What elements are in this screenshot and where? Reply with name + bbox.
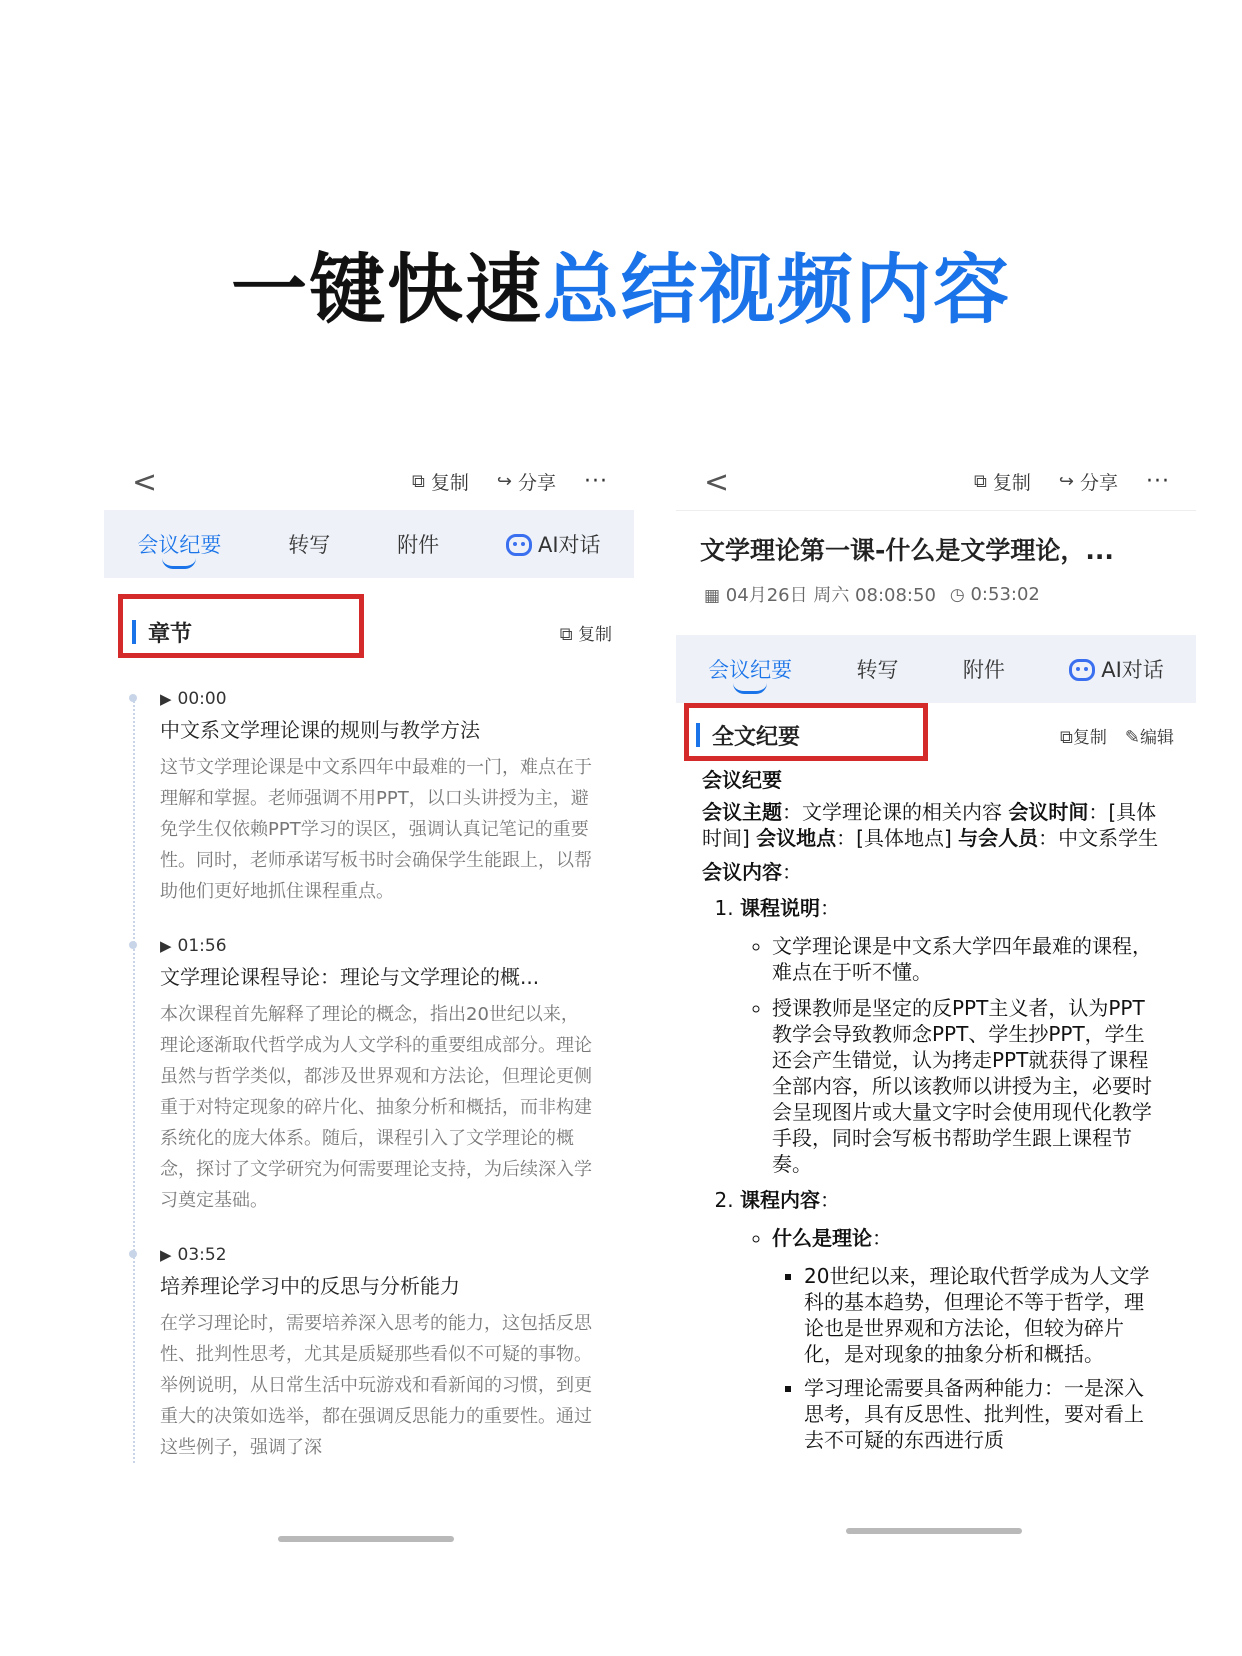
more-icon[interactable]: ··· bbox=[584, 469, 608, 494]
meeting-info: 会议主题：文学理论课的相关内容 会议时间：[具体时间] 会议地点：[具体地点] 与会人员：中文系学生 bbox=[702, 800, 1159, 850]
calendar-icon: ▦ bbox=[704, 586, 721, 606]
timeline-dot bbox=[129, 941, 137, 949]
timeline-dot bbox=[129, 694, 137, 702]
recording-title: 文学理论第一课-什么是文学理论，... bbox=[700, 536, 1114, 565]
tab-attachments[interactable]: 附件 bbox=[962, 658, 1005, 682]
list-item: 1. 课程说明： ◦ 文学理论课是中文系大学四年最难的课程，难点在于听不懂。 ◦ 授课教师是坚定的反PPT主义者，认为PPT教学会导致教师念PPT、学生抄PPT，学生还会产生错觉，认为拷走PPT就获得了课程全部内容，所以该教师以讲授为主，必要时会呈现图片或大量文字时会使用现代化教学手段，同时会写板书帮助学生跟上课程节奏。 bbox=[740, 895, 1160, 1177]
timeline-line bbox=[133, 696, 135, 1463]
ai-robot-icon bbox=[1069, 659, 1095, 681]
pencil-icon: ✎ bbox=[1124, 726, 1140, 748]
chapter-summary: 在学习理论时，需要培养深入思考的能力，这包括反思性、批判性思考，尤其是质疑那些看似不可疑的事物。举例说明，从日常生活中玩游戏和看新闻的习惯，到更重大的决策如选举，都在强调反思能力的重要性。通过这些例子，强调了深 bbox=[160, 1313, 592, 1458]
chapter-summary: 这节文学理论课是中文系四年中最难的一门，难点在于理解和掌握。老师强调不用PPT，以口头讲授为主，避免学生仅依赖PPT学习的误区，强调认真记笔记的重要性。同时，老师承诺写板书时会确保学生能跟上，以帮助他们更好地抓住课程重点。 bbox=[160, 757, 592, 902]
clock-icon: ◷ bbox=[949, 584, 965, 605]
chapters-header bbox=[104, 600, 634, 664]
top-bar bbox=[676, 458, 1196, 510]
more-icon[interactable]: ··· bbox=[1146, 469, 1170, 494]
chapter-summary: 本次课程首先解释了理论的概念，指出20世纪以来，理论逐渐取代哲学成为人文学科的重要组成部分。理论虽然与哲学类似，都涉及世界观和方法论，但理论更侧重于对特定现象的碎片化、抽象分析和概括，而非构建系统化的庞大体系。随后，课程引入了文学理论的概念，探讨了文学研究为何需要理论支持，为后续深入学习奠定基础。 bbox=[160, 1004, 592, 1211]
home-indicator bbox=[278, 1536, 454, 1542]
tab-transcript[interactable]: 转写 bbox=[288, 533, 331, 557]
section-title: 全文纪要 bbox=[712, 724, 801, 750]
play-icon: ▶ bbox=[160, 937, 172, 955]
home-indicator bbox=[846, 1528, 1022, 1534]
duration-info: ◷ 0:53:02 bbox=[949, 583, 1040, 605]
headline-part1: 一键快速 bbox=[231, 245, 543, 334]
chapter-timestamp[interactable]: ▶ 03:52 bbox=[160, 1245, 227, 1265]
tab-transcript[interactable]: 转写 bbox=[856, 658, 899, 682]
list-item: ◦ 什么是理论： ▪ 20世纪以来，理论取代哲学成为人文学科的基本趋势，但理论不等于哲学，理论也是世界观和方法论，但较为碎片化，是对现象的抽象分析和概括。 ▪ 学习理论需要具备两种能力：一是深入思考，具有反思性、批判性，要对看上去不可疑的东西进行质 bbox=[772, 1225, 1160, 1453]
recording-meta bbox=[676, 569, 1196, 607]
left-phone-panel bbox=[104, 458, 634, 1538]
back-icon[interactable]: < bbox=[132, 465, 158, 500]
content-label: 会议内容： bbox=[702, 860, 802, 884]
headline bbox=[0, 245, 1242, 334]
date-info: ▦ 04月26日 周六 08:08:50 bbox=[704, 585, 936, 606]
full-summary-header bbox=[676, 703, 1196, 767]
copy-button[interactable]: ⧉ 复制 bbox=[412, 471, 469, 494]
play-icon: ▶ bbox=[160, 690, 172, 708]
list-item: ◦ 授课教师是坚定的反PPT主义者，认为PPT教学会导致教师念PPT、学生抄PPT，学生还会产生错觉，认为拷走PPT就获得了课程全部内容，所以该教师以讲授为主，必要时会呈现图片或大量文字时会使用现代化教学手段，同时会写板书帮助学生跟上课程节奏。 bbox=[772, 995, 1160, 1177]
right-phone-panel bbox=[676, 458, 1196, 1520]
list-item: 2. 课程内容： ◦ 什么是理论： ▪ 20世纪以来，理论取代哲学成为人文学科的基本趋势，但理论不等于哲学，理论也是世界观和方法论，但较为碎片化，是对现象的抽象分析和概括。 ▪ 学习理论需要具备两种能力：一是深入思考，具有反思性、批判性，要对看上去不可疑的东西进行质 bbox=[740, 1187, 1160, 1453]
section-copy-button[interactable]: ⧉复制 bbox=[1060, 726, 1107, 748]
headline-part2: 总结视频内容 bbox=[543, 245, 1011, 334]
tab-bar bbox=[104, 510, 634, 578]
share-icon: ↪ bbox=[1058, 471, 1074, 492]
section-copy-button[interactable]: ⧉ 复制 bbox=[559, 623, 612, 645]
copy-icon: ⧉ bbox=[974, 471, 987, 492]
tab-meeting-notes[interactable]: 会议纪要 bbox=[700, 654, 800, 684]
chapter-item[interactable] bbox=[160, 1242, 594, 1463]
chapter-item[interactable] bbox=[160, 686, 594, 907]
tab-bar bbox=[676, 635, 1196, 703]
share-button[interactable]: ↪ 分享 bbox=[496, 471, 557, 494]
play-icon: ▶ bbox=[160, 1246, 172, 1264]
copy-icon: ⧉ bbox=[1060, 726, 1073, 748]
share-button[interactable]: ↪ 分享 bbox=[1058, 471, 1119, 494]
chapter-title: 培养理论学习中的反思与分析能力 bbox=[160, 1274, 460, 1298]
chapter-title: 中文系文学理论课的规则与教学方法 bbox=[160, 718, 480, 742]
copy-icon: ⧉ bbox=[559, 623, 573, 645]
highlight-box bbox=[118, 594, 364, 658]
tab-meeting-notes[interactable]: 会议纪要 bbox=[129, 529, 229, 559]
list-item: ▪ 学习理论需要具备两种能力：一是深入思考，具有反思性、批判性，要对看上去不可疑的东西进行质 bbox=[804, 1375, 1160, 1453]
tab-attachments[interactable]: 附件 bbox=[397, 533, 440, 557]
top-bar bbox=[104, 458, 634, 510]
meeting-notes-body bbox=[676, 767, 1196, 1453]
share-icon: ↪ bbox=[496, 471, 512, 492]
copy-button[interactable]: ⧉ 复制 bbox=[974, 471, 1031, 494]
copy-icon: ⧉ bbox=[412, 471, 425, 492]
section-title: 章节 bbox=[148, 621, 193, 647]
chapter-timeline bbox=[104, 686, 634, 1463]
timeline-dot bbox=[129, 1250, 137, 1258]
tab-ai-chat[interactable]: AI对话 bbox=[498, 529, 609, 559]
chapter-timestamp[interactable]: ▶ 00:00 bbox=[160, 689, 227, 709]
notes-heading: 会议纪要 bbox=[702, 768, 782, 792]
chapter-item[interactable] bbox=[160, 933, 594, 1216]
ai-robot-icon bbox=[506, 534, 532, 556]
chapter-timestamp[interactable]: ▶ 01:56 bbox=[160, 936, 227, 956]
edit-button[interactable]: ✎编辑 bbox=[1124, 726, 1174, 748]
highlight-box bbox=[684, 703, 928, 761]
chapter-title: 文学理论课程导论：理论与文学理论的概... bbox=[160, 965, 540, 989]
content-list bbox=[702, 895, 1160, 1453]
tab-ai-chat[interactable]: AI对话 bbox=[1061, 654, 1172, 684]
back-icon[interactable]: < bbox=[704, 465, 730, 500]
list-item: ▪ 20世纪以来，理论取代哲学成为人文学科的基本趋势，但理论不等于哲学，理论也是世界观和方法论，但较为碎片化，是对现象的抽象分析和概括。 bbox=[804, 1263, 1160, 1367]
list-item: ◦ 文学理论课是中文系大学四年最难的课程，难点在于听不懂。 bbox=[772, 933, 1160, 985]
